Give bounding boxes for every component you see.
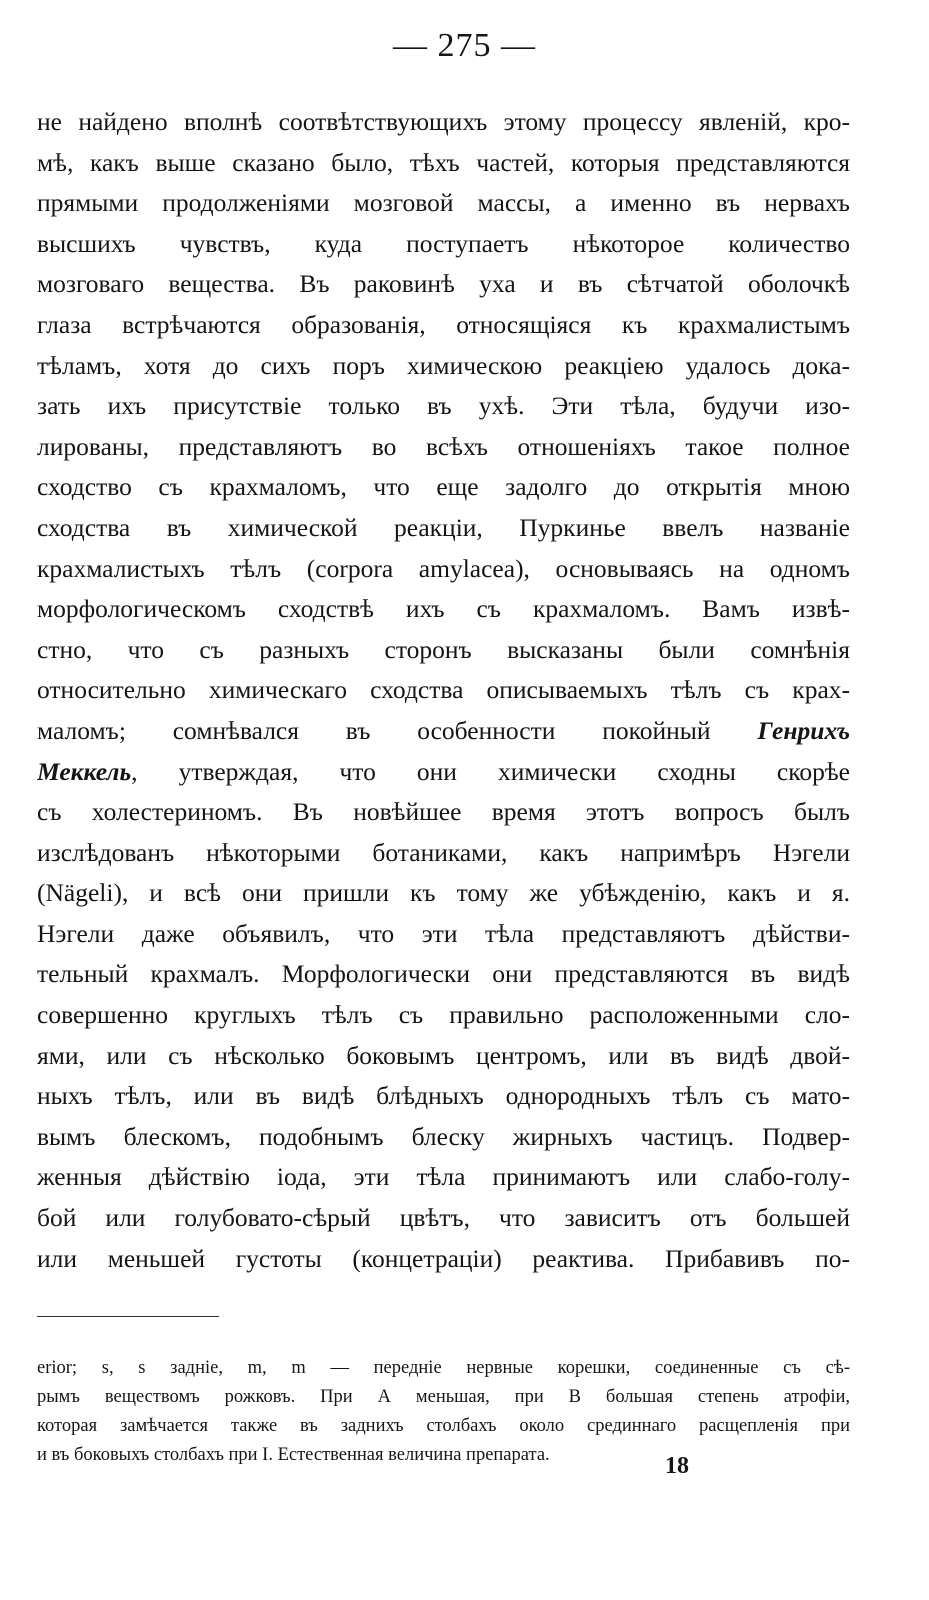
footnote-line: и въ боковыхъ столбахъ при I. Естественная величина препарата.: [37, 1445, 550, 1465]
author-name-italic: Генрихъ: [757, 715, 850, 745]
text-line: мозговаго вещества. Въ раковинѣ уха и въ сѣтчатой оболочкѣ: [37, 269, 850, 299]
footnote-line: erior; s, s задніе, m, m — передніе нервные корешки, соединенные съ сѣ-: [37, 1358, 850, 1378]
text-line: стно, что съ разныхъ сторонъ высказаны были сомнѣнія: [37, 634, 850, 664]
text-line: изслѣдованъ нѣкоторыми ботаниками, какъ напримѣръ Нэгели: [37, 837, 850, 867]
text-line: сходства въ химической реакціи, Пуркинье ввелъ названіе: [37, 512, 850, 542]
text-line: высшихъ чувствъ, куда поступаетъ нѣкоторое количество: [37, 228, 850, 258]
author-name-italic: Меккель: [37, 756, 132, 786]
footnote-line: которая замѣчается также въ заднихъ столбахъ около срединнаго расщепленія при: [37, 1416, 850, 1436]
text-line: совершенно круглыхъ тѣлъ съ правильно расположенными сло-: [37, 1000, 850, 1030]
text-line: бой или голубовато-сѣрый цвѣтъ, что зависитъ отъ большей: [37, 1203, 850, 1233]
text-line: лированы, представляютъ во всѣхъ отношеніяхъ такое полное: [37, 431, 850, 461]
text-line: вымъ блескомъ, подобнымъ блеску жирныхъ частицъ. Подвер-: [37, 1121, 850, 1151]
text-line: женныя дѣйствію іода, эти тѣла принимаютъ или слабо-голу-: [37, 1162, 850, 1192]
text-line: зать ихъ присутствіе только въ ухѣ. Эти тѣла, будучи изо-: [37, 391, 850, 421]
text-segment: , утверждая, что они химически сходны скорѣе: [131, 756, 850, 786]
text-line: глаза встрѣчаются образованія, относящіяся къ крахмалистымъ: [37, 309, 850, 339]
text-line: тѣламъ, хотя до сихъ поръ химическою реакціею удалось дока-: [37, 350, 850, 380]
body-text: [37, 102, 850, 1279]
footnote-divider: [37, 1316, 219, 1317]
text-line: Нэгели даже объявилъ, что эти тѣла представляютъ дѣйстви-: [37, 918, 850, 948]
text-line: не найдено вполнѣ соотвѣтствующихъ этому процессу явленій, кро-: [37, 107, 850, 136]
footnote: [37, 1354, 850, 1470]
text-segment: маломъ; сомнѣвался въ особенности покойный: [37, 715, 711, 745]
text-line: [37, 711, 850, 752]
text-line: крахмалистыхъ тѣлъ (corpora amylacea), основываясь на одномъ: [37, 553, 850, 583]
text-line: ями, или съ нѣсколько боковымъ центромъ, или въ видѣ двой-: [37, 1040, 850, 1070]
page-number: — 275 —: [393, 27, 536, 64]
text-line: тельный крахмалъ. Морфологически они представляются въ видѣ: [37, 959, 850, 989]
text-line: относительно химическаго сходства описываемыхъ тѣлъ съ крах-: [37, 675, 850, 705]
signature-mark: 18: [665, 1453, 689, 1479]
text-line: или меньшей густоты (концетраціи) реактива. Прибавивъ по-: [37, 1243, 850, 1273]
text-line: сходство съ крахмаломъ, что еще задолго до открытія мною: [37, 472, 850, 502]
text-line: [37, 752, 850, 793]
text-line: съ холестериномъ. Въ новѣйшее время этотъ вопросъ былъ: [37, 797, 850, 827]
text-line: (Nägeli), и всѣ они пришли къ тому же убѣжденію, какъ и я.: [37, 878, 850, 908]
footnote-line: рымъ веществомъ рожковъ. При А меньшая, при В большая степень атрофіи,: [37, 1387, 850, 1407]
text-line: мѣ, какъ выше сказано было, тѣхъ частей, которыя представляются: [37, 147, 850, 177]
text-line: морфологическомъ сходствѣ ихъ съ крахмаломъ. Вамъ извѣ-: [37, 594, 850, 624]
text-line: ныхъ тѣлъ, или въ видѣ блѣдныхъ однородныхъ тѣлъ съ мато-: [37, 1081, 850, 1111]
text-line: прямыми продолженіями мозговой массы, а именно въ нервахъ: [37, 188, 850, 218]
